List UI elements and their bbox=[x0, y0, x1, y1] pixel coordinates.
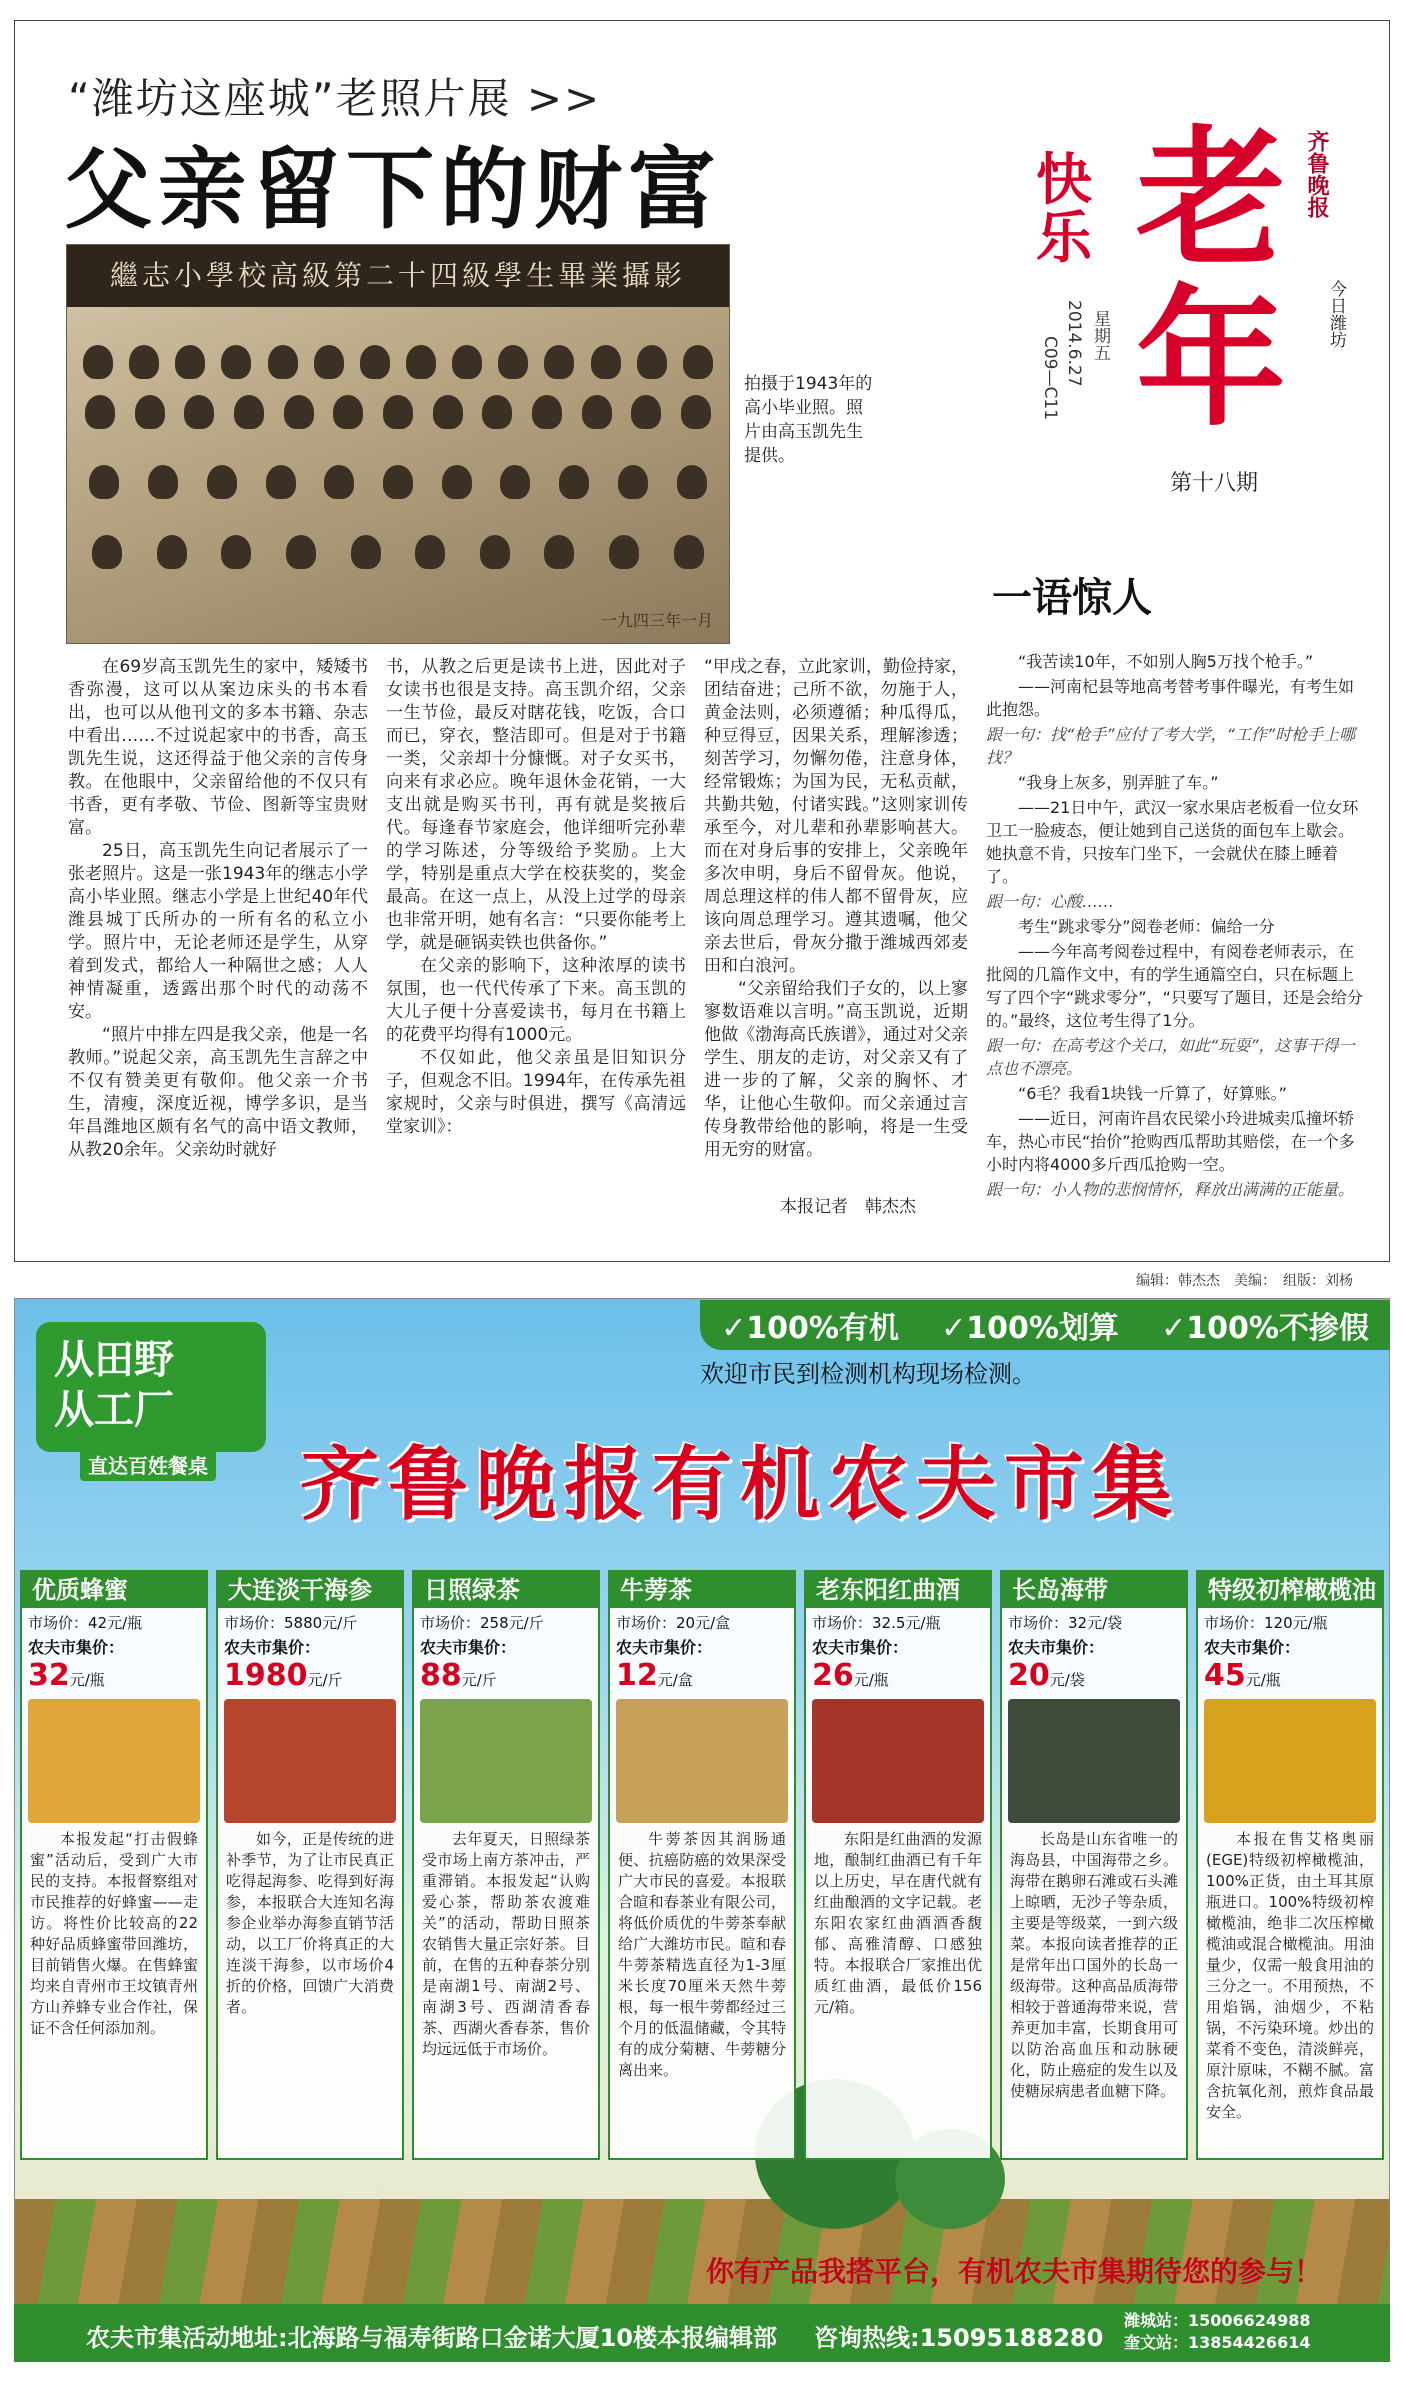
price-unit: 元/瓶 bbox=[69, 1671, 105, 1689]
market-price: 市场价：32.5元/瓶 bbox=[812, 1614, 941, 1632]
quote-followup: 跟一句：小人物的悲悯情怀，释放出满满的正能量。 bbox=[986, 1180, 1355, 1199]
fair-price bbox=[806, 1658, 990, 1693]
branch-weicheng: 潍城站：15006624988 bbox=[1124, 2311, 1311, 2330]
price-unit: 元/瓶 bbox=[853, 1671, 889, 1689]
product-name: 日照绿茶 bbox=[414, 1572, 598, 1608]
price-unit: 元/斤 bbox=[307, 1671, 343, 1689]
quote-followup: 跟一句：心酸…… bbox=[986, 892, 1115, 911]
graduation-photo bbox=[66, 244, 730, 644]
sea-cucumber-image bbox=[224, 1699, 396, 1823]
market-label: 农夫市集价： bbox=[224, 1638, 321, 1657]
paragraph: “父亲留给我们子女的，以上寥寥数语难以言明。”高玉凯说，近期他做《渤海高氏族谱》，通过对父亲学生、朋友的走访，对父亲又有了进一步的了解，父亲的胸怀、才华，让他心生敬仰。而父亲通过言传身教带给他的影响，将是一生受用无穷的财富。 bbox=[704, 979, 968, 1160]
market-label: 农夫市集价： bbox=[420, 1638, 517, 1657]
product-name: 老东阳红曲酒 bbox=[806, 1572, 990, 1608]
fair-price bbox=[1002, 1658, 1186, 1693]
ad-title: 齐鲁晚报有机农夫市集 bbox=[300, 1438, 1180, 1531]
paragraph: 书，从教之后更是读书上进，因此对子女读书也很是支持。高玉凯介绍，父亲一生节俭，最反对瞎花钱，吃饭，合口而已，穿衣，整洁即可。但是对于书籍一类，父亲却十分慷慨。对子女买书，向来有求必应。晚年退休金花销，一大支出就是购买书刊，再有就是奖掖后代。每逢春节家庭会，他详细听完孙辈的学习陈述，分等级给予奖励。上大学，特别是重点大学在校获奖的，奖金最高。在这一点上，从没上过学的母亲也非常开明，她有名言：“只要你能考上学，就是砸锅卖铁也供备你。” bbox=[386, 657, 686, 953]
product-card bbox=[1196, 1570, 1384, 2160]
product-description: 牛蒡茶因其润肠通便、抗癌防癌的效果深受广大市民的喜爱。本报联合暄和春茶业有限公司，将低价质优的牛蒡茶奉献给广大潍坊市民。暄和春牛蒡茶精选直径为1-3厘米长度70厘米天然牛蒡根，每一根牛蒡都经过三个月的低温储藏，令其特有的成分菊糖、牛蒡糖分离出来。 bbox=[618, 1830, 786, 2079]
burdock-tea-image bbox=[616, 1699, 788, 1823]
fair-price bbox=[22, 1658, 206, 1693]
page-headline: 父亲留下的财富 bbox=[64, 138, 723, 241]
article-column-2 bbox=[386, 656, 686, 1216]
price-value: 32 bbox=[28, 1658, 70, 1693]
price-unit: 元/袋 bbox=[1049, 1671, 1085, 1689]
product-description: 东阳是红曲酒的发源地，酿制红曲酒已有千年以上历史，早在唐代就有红曲酿酒的文字记载。老东阳农家红曲酒酒香馥郁、高雅清醇、口感独特。本报联合厂家推出优质红曲酒，最低价156元/箱。 bbox=[814, 1830, 982, 2016]
paragraph: 不仅如此，他父亲虽是旧知识分子，但观念不旧。1994年，在传承先祖家规时，父亲与时俱进，撰写《高清远堂家训》： bbox=[386, 1048, 686, 1137]
ad-slogan: 你有产品我搭平台，有机农夫市集期待您的参与！ bbox=[706, 2255, 1323, 2288]
masthead-kuai: 快乐 bbox=[1036, 148, 1092, 271]
ad-footer bbox=[14, 2304, 1390, 2362]
guarantee-organic: ✓100%有机 bbox=[721, 1311, 899, 1346]
masthead-weekday: 星期五 bbox=[1090, 310, 1110, 361]
masthead-brand-sub: 今日潍坊 bbox=[1326, 280, 1346, 348]
quote-followup: 跟一句：在高考这个关口，如此“玩耍”，这事干得一点也不漂亮。 bbox=[986, 1036, 1355, 1078]
paragraph: 25日，高玉凯先生向记者展示了一张老照片。这是一张1943年的继志小学高小毕业照。继志小学是上世纪40年代潍县城丁氏所办的一所有名的私立小学。照片中，无论老师还是学生，从穿着到发式，都给人一种隔世之感；人人神情凝重，透露出那个时代的动荡不安。 bbox=[68, 841, 368, 1022]
badge-line-1: 从田野 bbox=[54, 1337, 174, 1383]
quotes-list bbox=[986, 650, 1364, 1203]
branch-contacts bbox=[1124, 2310, 1310, 2354]
kelp-image bbox=[1008, 1699, 1180, 1823]
product-name: 大连淡干海参 bbox=[218, 1572, 402, 1608]
editor-credits: 编辑：韩杰杰 美编： 组版：刘杨 bbox=[1136, 1273, 1353, 1289]
photo-banner: 繼志小學校高級第二十四級學生畢業攝影 bbox=[67, 245, 729, 307]
price-unit: 元/斤 bbox=[461, 1671, 497, 1689]
ad-badge bbox=[36, 1322, 266, 1478]
market-price: 市场价：42元/瓶 bbox=[28, 1614, 143, 1632]
article-column-3 bbox=[704, 656, 968, 1190]
product-card bbox=[804, 1570, 992, 2160]
branch-kuiwen: 奎文站：13854426614 bbox=[1124, 2333, 1311, 2352]
event-address: 农夫市集活动地址:北海路与福寿街路口金诺大厦10楼本报编辑部 bbox=[86, 2324, 777, 2352]
product-card bbox=[608, 1570, 796, 2160]
badge-line-3: 直达百姓餐桌 bbox=[80, 1448, 216, 1481]
fair-price bbox=[218, 1658, 402, 1693]
product-description: 本报发起“打击假蜂蜜”活动后，受到广大市民的支持。本报督察组对市民推荐的好蜂蜜——走访。将性价比较高的22种好品质蜂蜜带回潍坊，目前销售火爆。在售蜂蜜均来自青州市王坟镇青州方山养蜂专业合作社，保证不含任何添加剂。 bbox=[30, 1830, 198, 2037]
paragraph: 在父亲的影响下，这种浓厚的读书氛围，也一代代传承了下来。高玉凯的大儿子便十分喜爱读书，每月在书籍上的花费平均得有1000元。 bbox=[386, 956, 686, 1045]
price-value: 20 bbox=[1008, 1658, 1050, 1693]
product-name: 长岛海带 bbox=[1002, 1572, 1186, 1608]
fair-price bbox=[1198, 1658, 1382, 1693]
byline: 本报记者 韩杰杰 bbox=[780, 1197, 916, 1217]
olive-oil-image bbox=[1204, 1699, 1376, 1823]
fair-price bbox=[414, 1658, 598, 1693]
paragraph: 在69岁高玉凯先生的家中，矮矮书香弥漫，这可以从案边床头的书本看出，也可以从他刊文的多本书籍、杂志中看出……不过说起家中的书香，高玉凯先生说，这还得益于他父亲的言传身教。在他眼中，父亲留给他的不仅只有书香，更有孝敬、节俭、图新等宝贵财富。 bbox=[68, 657, 368, 838]
photo-date: 一九四三年一月 bbox=[600, 611, 713, 630]
photo-caption: 拍摄于1943年的高小毕业照。照片由高玉凯先生提供。 bbox=[744, 374, 873, 466]
masthead-date: 2014.6.27 bbox=[1064, 300, 1084, 387]
photo-row-back bbox=[75, 345, 721, 379]
market-price: 市场价：32元/袋 bbox=[1008, 1614, 1123, 1632]
welcome-text: 欢迎市民到检测机构现场检测。 bbox=[700, 1360, 1036, 1388]
market-label: 农夫市集价： bbox=[616, 1638, 713, 1657]
product-name: 特级初榨橄榄油 bbox=[1198, 1572, 1382, 1608]
quote-text: 考生“跳求零分”阅卷老师：偏给一分 bbox=[1018, 917, 1275, 936]
masthead-lao: 老年 bbox=[1136, 113, 1287, 447]
photo-row-middle bbox=[75, 395, 721, 429]
paragraph: “甲戌之春，立此家训，勤俭持家，团结奋进；己所不欲，勿施于人，黄金法则，必须遵循；种瓜得瓜，种豆得豆，因果关系，理解渗透；刻苦学习，勿懈勿倦，注意身体，经常锻炼；为国为民，无私贡献，共勤共勉，付诸实践。”这则家训传承至今，对儿辈和孙辈影响甚大。而在对身后事的安排上，父亲晚年多次申明，身后不留骨灰。他说，周总理这样的伟人都不留骨灰，应该向周总理学习。遵其遗嘱，他父亲去世后，骨灰分撒于潍城西郊麦田和白浪河。 bbox=[704, 657, 968, 976]
market-label: 农夫市集价： bbox=[812, 1638, 909, 1657]
series-title: “潍坊这座城”老照片展 >> bbox=[68, 74, 602, 123]
masthead-issue: 第十八期 bbox=[1170, 471, 1259, 496]
market-price: 市场价：120元/瓶 bbox=[1204, 1614, 1328, 1632]
guarantee-genuine: ✓100%不掺假 bbox=[1161, 1311, 1369, 1346]
quote-source: ——今年高考阅卷过程中，有阅卷老师表示，在批阅的几篇作文中，有的学生通篇空白，只在标题上写了四个字“跳求零分”，“只要写了题目，还是会给分的。”最终，这位考生得了1分。 bbox=[986, 942, 1363, 1030]
guarantee-bar bbox=[700, 1300, 1390, 1350]
fair-price bbox=[610, 1658, 794, 1693]
masthead-brand: 齐鲁晚报 bbox=[1304, 130, 1330, 218]
product-card bbox=[412, 1570, 600, 2160]
masthead-pages: C09—C11 bbox=[1040, 336, 1060, 421]
quote-source: ——近日，河南许昌农民梁小玲进城卖瓜撞坏轿车，热心市民“抬价”抢购西瓜帮助其赔偿，在一个多小时内将4000多斤西瓜抢购一空。 bbox=[986, 1109, 1355, 1174]
market-label: 农夫市集价： bbox=[1008, 1638, 1105, 1657]
photo-row-front bbox=[75, 535, 721, 569]
price-value: 45 bbox=[1204, 1658, 1246, 1693]
market-price: 市场价：20元/盒 bbox=[616, 1614, 731, 1632]
market-label: 农夫市集价： bbox=[1204, 1638, 1301, 1657]
product-description: 本报在售艾格奥丽(EGE)特级初榨橄榄油，100%正货，由土耳其原瓶进口。100%特级初榨橄榄油，绝非二次压榨橄榄油或混合橄榄油。用油量少，仅需一般食用油的三分之一。不用预热，不用焰锅，油烟少，不粘锅，不污染环境。炒出的菜肴不变色，清淡鲜亮，原汁原味，不糊不腻。富含抗氧化剂，煎炸食品最安全。 bbox=[1206, 1830, 1374, 2121]
quote-source: ——河南杞县等地高考替考事件曝光，有考生如此抱怨。 bbox=[986, 677, 1355, 719]
photo-row-seated bbox=[75, 465, 721, 499]
product-name: 牛蒡茶 bbox=[610, 1572, 794, 1608]
guarantee-value: ✓100%划算 bbox=[941, 1311, 1119, 1346]
product-name: 优质蜂蜜 bbox=[22, 1572, 206, 1608]
quote-text: “6毛？我看1块钱一斤算了，好算账。” bbox=[1018, 1084, 1287, 1103]
price-value: 1980 bbox=[224, 1658, 308, 1693]
quote-text: “我苦读10年，不如别人胸5万找个枪手。” bbox=[1018, 652, 1314, 671]
product-description: 长岛是山东省唯一的海岛县，中国海带之乡。海带在鹅卵石滩或石头滩上晾晒，无沙子等杂质，主要是等级菜，一到六级菜。本报向读者推荐的正是常年出口国外的长岛一级海带。这种高品质海带相较于普通海带来说，营养更加丰富，长期食用可以防治高血压和动脉硬化，防止癌症的发生以及使糖尿病患者血糖下降。 bbox=[1010, 1830, 1178, 2100]
product-card bbox=[216, 1570, 404, 2160]
green-tea-image bbox=[420, 1699, 592, 1823]
quote-text: “我身上灰多，别弄脏了车。” bbox=[1018, 773, 1219, 792]
quotes-title: 一语惊人 bbox=[992, 575, 1152, 621]
product-description: 去年夏天，日照绿茶受市场上南方茶冲击，严重滞销。本报发起“认购爱心茶，帮助茶农渡难关”的活动，帮助日照茶农销售大量正宗好茶。目前，在售的五种春茶分别是南湖1号、南湖2号、南湖3号、西湖清香春茶、西湖火香春茶，售价均远远低于市场价。 bbox=[422, 1830, 590, 2058]
badge-line-2: 从工厂 bbox=[54, 1387, 174, 1433]
red-rice-wine-image bbox=[812, 1699, 984, 1823]
paragraph: “照片中排左四是我父亲，他是一名教师。”说起父亲，高玉凯先生言辞之中不仅有赞美更有敬仰。他父亲一介书生，清瘦，深度近视，博学多识，是当年昌潍地区颇有名气的高中语文教师，从教20余年。父亲幼时就好 bbox=[68, 1025, 368, 1160]
price-value: 12 bbox=[616, 1658, 658, 1693]
market-price: 市场价：5880元/斤 bbox=[224, 1614, 358, 1632]
product-card bbox=[20, 1570, 208, 2160]
price-unit: 元/盒 bbox=[657, 1671, 693, 1689]
hotline: 咨询热线:15095188280 bbox=[814, 2324, 1104, 2352]
market-price: 市场价：258元/斤 bbox=[420, 1614, 544, 1632]
product-description: 如今，正是传统的进补季节，为了让市民真正吃得起海参、吃得到好海参，本报联合大连知名海参企业举办海参直销节活动，以工厂价将真正的大连淡干海参，以市场价4折的价格，回馈广大消费者。 bbox=[226, 1830, 394, 2016]
quote-source: ——21日中午，武汉一家水果店老板看一位女环卫工一脸疲态，便让她到自己送货的面包车上歇会。她执意不肯，只按车门坐下，一会就伏在膝上睡着了。 bbox=[986, 798, 1359, 886]
honey-jars-image bbox=[28, 1699, 200, 1823]
price-value: 26 bbox=[812, 1658, 854, 1693]
price-value: 88 bbox=[420, 1658, 462, 1693]
quote-followup: 跟一句：找“枪手”应付了考大学，“工作”时枪手上哪找？ bbox=[986, 725, 1356, 767]
market-label: 农夫市集价： bbox=[28, 1638, 125, 1657]
article-column-1 bbox=[68, 656, 368, 1216]
price-unit: 元/瓶 bbox=[1245, 1671, 1281, 1689]
product-card bbox=[1000, 1570, 1188, 2160]
